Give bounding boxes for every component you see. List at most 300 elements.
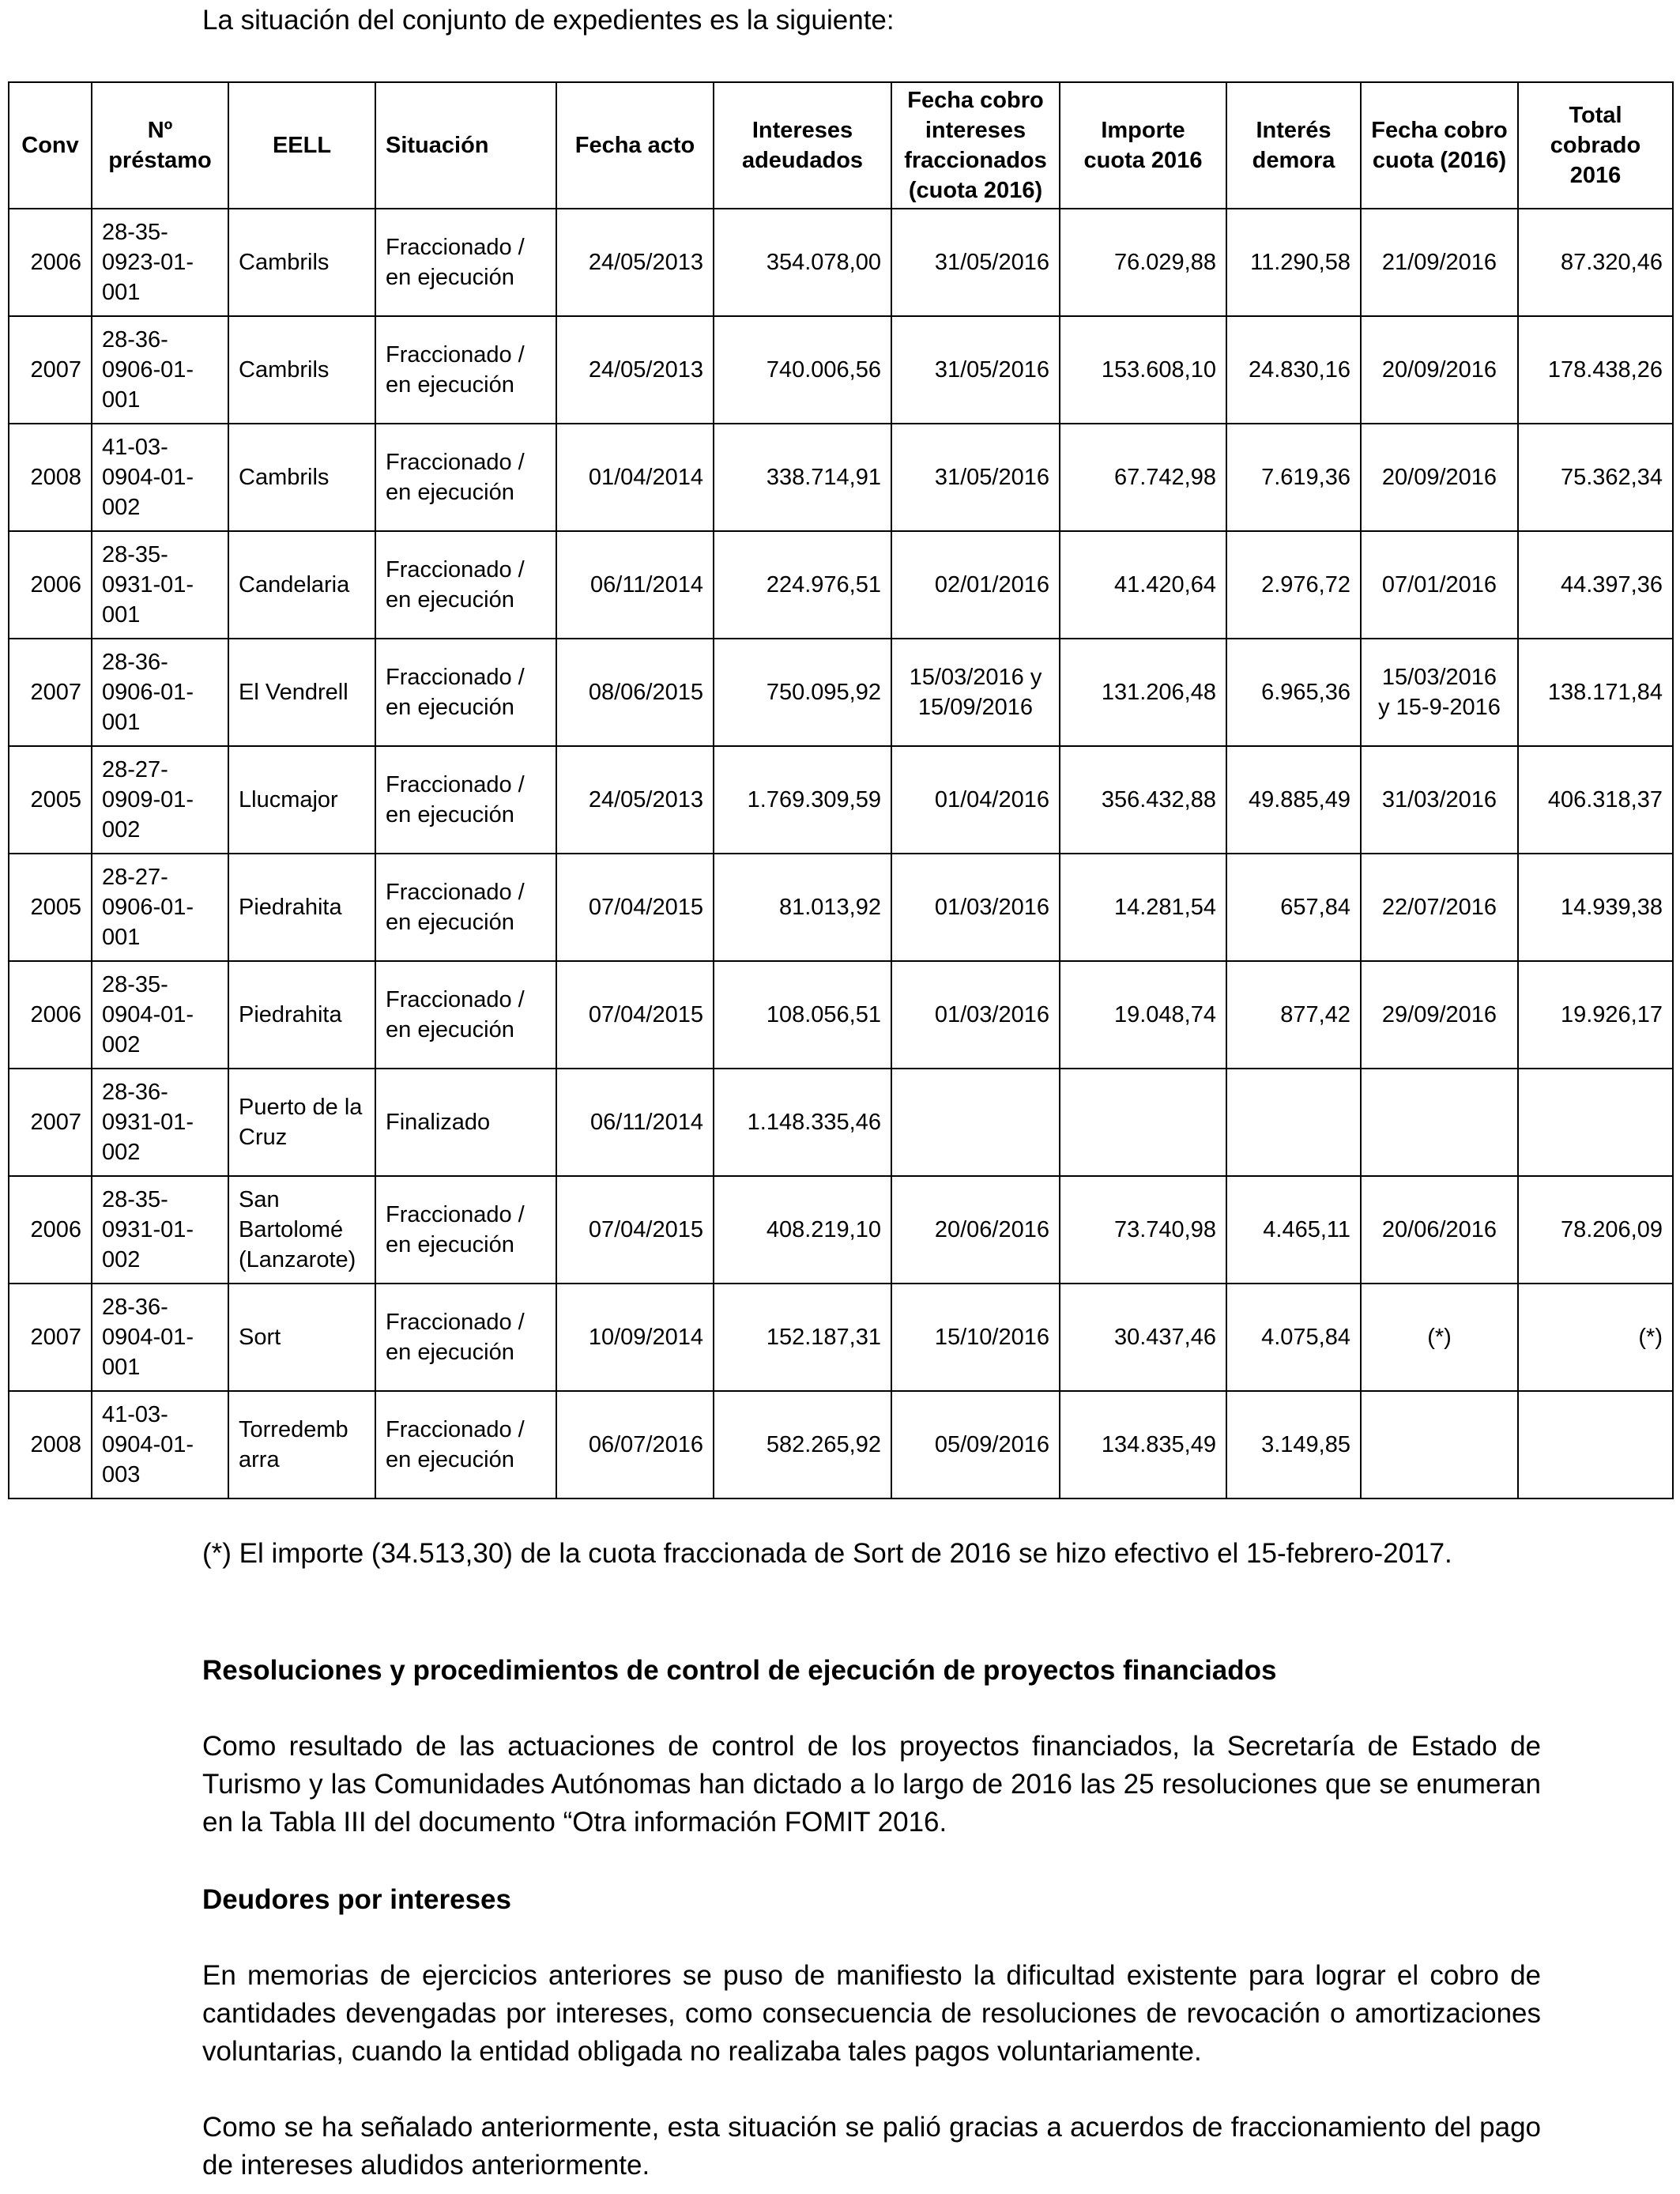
cell-eell-line: Piedrahita — [239, 1002, 342, 1027]
cell-intereses — [714, 1069, 891, 1176]
cell-situacion — [375, 1391, 556, 1498]
cell-fecha-cobro-intereses-line: 05/09/2016 — [934, 1432, 1049, 1457]
cell-conv — [9, 1391, 92, 1498]
cell-intereses — [714, 854, 891, 961]
cell-conv-value: 2007 — [30, 1325, 81, 1350]
cell-prestamo-line: 001 — [102, 710, 141, 735]
header-importe: Importe cuota 2016 — [1060, 82, 1226, 209]
cell-situacion — [375, 1176, 556, 1284]
cell-intereses — [714, 1391, 891, 1498]
cell-importe — [1060, 531, 1226, 639]
cell-prestamo — [92, 961, 228, 1069]
cell-total — [1518, 316, 1673, 424]
cell-conv — [9, 316, 92, 424]
cell-eell-line: Candelaria — [239, 572, 350, 598]
table-row — [9, 746, 1673, 854]
cell-fecha-cobro-intereses — [891, 961, 1060, 1069]
cell-fecha-cobro-cuota — [1361, 209, 1518, 316]
cell-interes-demora-value: 4.075,84 — [1261, 1325, 1350, 1350]
cell-importe — [1060, 209, 1226, 316]
cell-importe-value: 153.608,10 — [1101, 357, 1216, 383]
cell-situacion-line: en ejecución — [386, 265, 514, 290]
cell-importe — [1060, 316, 1226, 424]
cell-situacion — [375, 209, 556, 316]
cell-fecha-acto — [556, 531, 714, 639]
cell-fecha-acto-value: 06/07/2016 — [588, 1432, 703, 1457]
cell-prestamo-line: 003 — [102, 1462, 141, 1487]
cell-total — [1518, 746, 1673, 854]
cell-total — [1518, 639, 1673, 746]
cell-interes-demora — [1226, 531, 1361, 639]
cell-fecha-acto-value: 01/04/2014 — [588, 465, 703, 490]
cell-prestamo — [92, 854, 228, 961]
cell-prestamo-line: 0906-01- — [102, 680, 194, 705]
cell-fecha-cobro-cuota-line: 07/01/2016 — [1381, 572, 1497, 598]
cell-prestamo-line: 002 — [102, 817, 141, 843]
cell-intereses-value: 338.714,91 — [766, 465, 881, 490]
cell-prestamo — [92, 1069, 228, 1176]
cell-intereses — [714, 1284, 891, 1391]
cell-situacion-line: Fraccionado / — [386, 1417, 525, 1442]
cell-importe-value: 76.029,88 — [1113, 250, 1216, 275]
cell-situacion — [375, 1284, 556, 1391]
cell-interes-demora-value: 2.976,72 — [1261, 572, 1350, 598]
cell-conv-value: 2007 — [30, 357, 81, 383]
cell-eell — [228, 424, 375, 531]
cell-eell-line: San — [239, 1187, 280, 1212]
cell-fecha-cobro-cuota-line: y 15-9-2016 — [1378, 695, 1501, 720]
cell-prestamo-line: 001 — [102, 280, 141, 305]
section-paragraph-deudores-2: Como se ha señalado anteriormente, esta situación se palió gracias a acuerdos de fraccionamiento del pago de intereses aludidos anteriormente. — [202, 2112, 1541, 2181]
cell-fecha-cobro-intereses — [891, 639, 1060, 746]
cell-prestamo-line: 28-27- — [102, 865, 168, 890]
header-fecha-cobro-cuota: Fecha cobro cuota (2016) — [1361, 82, 1518, 209]
cell-fecha-cobro-cuota — [1361, 424, 1518, 531]
cell-interes-demora — [1226, 424, 1361, 531]
cell-importe — [1060, 1176, 1226, 1284]
cell-conv — [9, 961, 92, 1069]
cell-fecha-cobro-intereses — [891, 531, 1060, 639]
cell-interes-demora-value: 49.885,49 — [1248, 787, 1350, 812]
cell-fecha-acto-value: 07/04/2015 — [588, 895, 703, 920]
cell-prestamo-line: 001 — [102, 602, 141, 628]
cell-fecha-acto — [556, 316, 714, 424]
cell-eell — [228, 1284, 375, 1391]
cell-importe-value: 67.742,98 — [1113, 465, 1216, 490]
cell-fecha-cobro-cuota-line: 21/09/2016 — [1381, 250, 1497, 275]
cell-eell — [228, 746, 375, 854]
cell-fecha-acto — [556, 1176, 714, 1284]
cell-prestamo-line: 28-35- — [102, 542, 168, 567]
cell-situacion-line: en ejecución — [386, 910, 514, 935]
cell-conv — [9, 1176, 92, 1284]
cell-fecha-cobro-intereses-line: 20/06/2016 — [934, 1217, 1049, 1242]
cell-interes-demora-value: 877,42 — [1280, 1002, 1350, 1027]
cell-eell-line: arra — [239, 1447, 280, 1472]
cell-fecha-cobro-cuota — [1361, 746, 1518, 854]
cell-importe-value: 356.432,88 — [1101, 787, 1216, 812]
cell-fecha-cobro-intereses — [891, 1176, 1060, 1284]
cell-situacion-line: Finalizado — [386, 1110, 491, 1135]
cell-prestamo-line: 002 — [102, 495, 141, 520]
cell-total-value: 406.318,37 — [1547, 787, 1663, 812]
expedientes-table — [8, 81, 1674, 1499]
cell-fecha-acto — [556, 424, 714, 531]
cell-interes-demora — [1226, 961, 1361, 1069]
cell-total-value: 75.362,34 — [1560, 465, 1663, 490]
cell-intereses — [714, 746, 891, 854]
cell-prestamo-line: 0904-01- — [102, 1002, 194, 1027]
cell-prestamo-line: 001 — [102, 1355, 141, 1380]
cell-prestamo-line: 28-36- — [102, 1080, 168, 1105]
cell-total-value: 138.171,84 — [1547, 680, 1663, 705]
cell-eell-line: El Vendrell — [239, 680, 348, 705]
cell-prestamo-line: 28-36- — [102, 327, 168, 352]
cell-total — [1518, 1069, 1673, 1176]
cell-importe — [1060, 424, 1226, 531]
cell-intereses-value: 354.078,00 — [766, 250, 881, 275]
cell-fecha-acto — [556, 639, 714, 746]
cell-fecha-acto — [556, 1069, 714, 1176]
cell-fecha-acto-value: 06/11/2014 — [590, 572, 703, 598]
cell-intereses-value: 740.006,56 — [766, 357, 881, 383]
cell-situacion-line: Fraccionado / — [386, 987, 525, 1012]
cell-fecha-cobro-cuota — [1361, 1391, 1518, 1498]
table-row — [9, 1284, 1673, 1391]
cell-situacion — [375, 531, 556, 639]
cell-eell — [228, 209, 375, 316]
cell-prestamo-line: 0906-01- — [102, 357, 194, 383]
cell-eell-line: Cambrils — [239, 250, 330, 275]
cell-total-value: 14.939,38 — [1560, 895, 1663, 920]
header-total: Total cobrado 2016 — [1518, 82, 1673, 209]
cell-intereses — [714, 531, 891, 639]
cell-interes-demora — [1226, 639, 1361, 746]
cell-fecha-cobro-cuota — [1361, 1069, 1518, 1176]
cell-conv-value: 2006 — [30, 250, 81, 275]
cell-prestamo — [92, 316, 228, 424]
cell-fecha-acto — [556, 1284, 714, 1391]
cell-prestamo-line: 0931-01- — [102, 572, 194, 598]
cell-intereses-value: 750.095,92 — [766, 680, 881, 705]
cell-conv — [9, 424, 92, 531]
cell-total — [1518, 209, 1673, 316]
cell-fecha-cobro-cuota-line: 15/03/2016 — [1381, 665, 1497, 690]
cell-situacion-line: Fraccionado / — [386, 450, 525, 475]
cell-situacion-line: en ejecución — [386, 1017, 514, 1042]
cell-fecha-acto — [556, 961, 714, 1069]
cell-interes-demora — [1226, 1391, 1361, 1498]
table-row — [9, 639, 1673, 746]
cell-fecha-cobro-intereses-line: 15/10/2016 — [934, 1325, 1049, 1350]
cell-fecha-cobro-intereses — [891, 854, 1060, 961]
cell-eell-line: (Lanzarote) — [239, 1247, 356, 1272]
cell-eell — [228, 316, 375, 424]
cell-situacion — [375, 961, 556, 1069]
cell-situacion-line: Fraccionado / — [386, 342, 525, 368]
cell-fecha-cobro-cuota — [1361, 961, 1518, 1069]
cell-prestamo-line: 41-03- — [102, 1402, 168, 1427]
cell-total — [1518, 854, 1673, 961]
cell-importe — [1060, 746, 1226, 854]
cell-situacion-line: Fraccionado / — [386, 1310, 525, 1335]
cell-prestamo-line: 002 — [102, 1247, 141, 1272]
cell-interes-demora — [1226, 746, 1361, 854]
table-row — [9, 1176, 1673, 1284]
header-situacion: Situación — [375, 82, 556, 209]
cell-interes-demora-value: 11.290,58 — [1250, 250, 1350, 275]
cell-situacion-line: Fraccionado / — [386, 772, 525, 797]
cell-importe-value: 14.281,54 — [1113, 895, 1216, 920]
cell-prestamo-line: 0931-01- — [102, 1110, 194, 1135]
cell-fecha-acto-value: 24/05/2013 — [588, 787, 703, 812]
cell-total-value: 78.206,09 — [1560, 1217, 1663, 1242]
cell-importe — [1060, 1284, 1226, 1391]
cell-fecha-cobro-intereses — [891, 424, 1060, 531]
cell-importe — [1060, 854, 1226, 961]
cell-fecha-acto-value: 07/04/2015 — [588, 1002, 703, 1027]
cell-prestamo-line: 0909-01- — [102, 787, 194, 812]
cell-conv-value: 2007 — [30, 1110, 81, 1135]
cell-intereses — [714, 424, 891, 531]
cell-intereses-value: 81.013,92 — [778, 895, 881, 920]
cell-situacion-line: Fraccionado / — [386, 880, 525, 905]
cell-fecha-cobro-intereses-line: 15/03/2016 y — [909, 665, 1042, 690]
section-paragraph-resoluciones: Como resultado de las actuaciones de control de los proyectos financiados, la Secretaría de Estado de Turismo y las Comunidades Autónomas han dictado a lo largo de 2016 las 25 resoluciones que se enumeran en la Tabla III del documento “Otra información FOMIT 2016. — [202, 1731, 1541, 1838]
cell-situacion — [375, 424, 556, 531]
cell-fecha-cobro-intereses-line: 01/03/2016 — [934, 895, 1049, 920]
cell-situacion-line: en ejecución — [386, 1447, 514, 1472]
cell-prestamo-line: 28-27- — [102, 757, 168, 782]
cell-situacion-line: Fraccionado / — [386, 235, 525, 260]
cell-total-value: 19.926,17 — [1560, 1002, 1663, 1027]
table-row — [9, 854, 1673, 961]
section-heading-resoluciones: Resoluciones y procedimientos de control de ejecución de proyectos financiados — [202, 1655, 1277, 1686]
cell-eell-line: Puerto de la — [239, 1095, 363, 1120]
cell-fecha-cobro-intereses — [891, 1391, 1060, 1498]
cell-conv — [9, 1069, 92, 1176]
cell-prestamo — [92, 424, 228, 531]
cell-interes-demora-value: 6.965,36 — [1261, 680, 1350, 705]
cell-fecha-cobro-cuota-line: 20/09/2016 — [1381, 357, 1497, 383]
cell-prestamo — [92, 1176, 228, 1284]
cell-interes-demora-value: 3.149,85 — [1261, 1432, 1350, 1457]
cell-prestamo — [92, 1284, 228, 1391]
cell-total — [1518, 1284, 1673, 1391]
cell-conv-value: 2005 — [30, 787, 81, 812]
cell-fecha-cobro-intereses-line: 01/04/2016 — [934, 787, 1049, 812]
cell-situacion-line: en ejecución — [386, 587, 514, 613]
cell-eell-line: Llucmajor — [239, 787, 338, 812]
cell-importe-value: 131.206,48 — [1101, 680, 1216, 705]
cell-prestamo-line: 28-36- — [102, 650, 168, 675]
cell-fecha-acto-value: 24/05/2013 — [588, 250, 703, 275]
cell-total — [1518, 424, 1673, 531]
cell-prestamo-line: 28-36- — [102, 1295, 168, 1320]
cell-fecha-cobro-cuota-line: 29/09/2016 — [1381, 1002, 1497, 1027]
cell-fecha-cobro-cuota-line: 31/03/2016 — [1381, 787, 1497, 812]
cell-prestamo-line: 001 — [102, 925, 141, 950]
cell-conv — [9, 639, 92, 746]
header-intereses: Intereses adeudados — [714, 82, 891, 209]
table-row — [9, 531, 1673, 639]
cell-fecha-acto-value: 08/06/2015 — [588, 680, 703, 705]
table-row — [9, 1391, 1673, 1498]
cell-intereses-value: 152.187,31 — [766, 1325, 881, 1350]
cell-situacion — [375, 746, 556, 854]
cell-fecha-cobro-cuota — [1361, 639, 1518, 746]
table-row — [9, 424, 1673, 531]
cell-fecha-acto-value: 10/09/2014 — [588, 1325, 703, 1350]
cell-prestamo-line: 28-35- — [102, 1187, 168, 1212]
cell-eell — [228, 639, 375, 746]
cell-importe-value: 19.048,74 — [1113, 1002, 1216, 1027]
cell-situacion-line: en ejecución — [386, 372, 514, 398]
cell-importe-value: 41.420,64 — [1113, 572, 1216, 598]
cell-interes-demora — [1226, 1069, 1361, 1176]
cell-eell — [228, 1391, 375, 1498]
cell-total — [1518, 961, 1673, 1069]
cell-fecha-cobro-intereses-line: 01/03/2016 — [934, 1002, 1049, 1027]
cell-interes-demora-value: 7.619,36 — [1261, 465, 1350, 490]
cell-intereses — [714, 209, 891, 316]
table-row — [9, 961, 1673, 1069]
cell-fecha-acto-value: 24/05/2013 — [588, 357, 703, 383]
cell-eell — [228, 1069, 375, 1176]
cell-fecha-cobro-cuota — [1361, 1284, 1518, 1391]
table-row — [9, 316, 1673, 424]
header-prestamo: Nº préstamo — [92, 82, 228, 209]
cell-prestamo-line: 0931-01- — [102, 1217, 194, 1242]
section-paragraph-deudores-1: En memorias de ejercicios anteriores se puso de manifiesto la dificultad existente para lograr el cobro de cantidades devengadas por intereses, como consecuencia de resoluciones de revocación o amortizaciones voluntarias, cuando la entidad obligada no realizaba tales pagos voluntariamente. — [202, 1960, 1541, 2067]
cell-prestamo — [92, 639, 228, 746]
cell-prestamo-line: 28-35- — [102, 972, 168, 997]
cell-conv-value: 2006 — [30, 572, 81, 598]
cell-fecha-cobro-intereses-line: 31/05/2016 — [934, 465, 1049, 490]
cell-prestamo-line: 0904-01- — [102, 1325, 194, 1350]
cell-total-value: 44.397,36 — [1560, 572, 1663, 598]
header-fecha-acto: Fecha acto — [556, 82, 714, 209]
cell-situacion-line: Fraccionado / — [386, 665, 525, 690]
cell-importe-value: 30.437,46 — [1113, 1325, 1216, 1350]
cell-situacion — [375, 1069, 556, 1176]
cell-intereses — [714, 961, 891, 1069]
header-eell: EELL — [228, 82, 375, 209]
cell-interes-demora — [1226, 316, 1361, 424]
cell-importe — [1060, 639, 1226, 746]
cell-conv-value: 2008 — [30, 465, 81, 490]
header-interes-demora: Interés demora — [1226, 82, 1361, 209]
cell-importe-value: 73.740,98 — [1113, 1217, 1216, 1242]
cell-conv-value: 2007 — [30, 680, 81, 705]
cell-prestamo-line: 0904-01- — [102, 465, 194, 490]
cell-fecha-acto — [556, 854, 714, 961]
cell-intereses-value: 1.148.335,46 — [747, 1110, 881, 1135]
cell-total — [1518, 1391, 1673, 1498]
cell-fecha-cobro-cuota — [1361, 531, 1518, 639]
cell-interes-demora — [1226, 1176, 1361, 1284]
cell-situacion-line: Fraccionado / — [386, 1202, 525, 1227]
cell-prestamo — [92, 1391, 228, 1498]
cell-fecha-cobro-cuota-line: 20/06/2016 — [1381, 1217, 1497, 1242]
cell-prestamo-line: 002 — [102, 1140, 141, 1165]
cell-fecha-cobro-intereses-line: 31/05/2016 — [934, 250, 1049, 275]
cell-eell-line: Piedrahita — [239, 895, 342, 920]
cell-prestamo-line: 0904-01- — [102, 1432, 194, 1457]
cell-fecha-cobro-intereses — [891, 1069, 1060, 1176]
cell-interes-demora — [1226, 209, 1361, 316]
cell-prestamo-line: 002 — [102, 1032, 141, 1057]
intro-text: La situación del conjunto de expedientes es la siguiente: — [202, 5, 895, 36]
cell-interes-demora-value: 657,84 — [1280, 895, 1350, 920]
cell-situacion — [375, 316, 556, 424]
header-conv: Conv — [9, 82, 92, 209]
cell-conv-value: 2008 — [30, 1432, 81, 1457]
cell-importe-value: 134.835,49 — [1101, 1432, 1216, 1457]
header-fecha-cobro-intereses: Fecha cobro intereses fraccionados (cuota 2016) — [891, 82, 1060, 209]
cell-total — [1518, 1176, 1673, 1284]
cell-total-value: 87.320,46 — [1560, 250, 1663, 275]
cell-conv — [9, 746, 92, 854]
cell-total-value: 178.438,26 — [1547, 357, 1663, 383]
cell-fecha-cobro-intereses-line: 31/05/2016 — [934, 357, 1049, 383]
table-row — [9, 209, 1673, 316]
cell-importe — [1060, 1391, 1226, 1498]
cell-interes-demora — [1226, 854, 1361, 961]
cell-fecha-cobro-intereses — [891, 1284, 1060, 1391]
cell-eell-line: Cruz — [239, 1125, 288, 1150]
cell-conv-value: 2006 — [30, 1002, 81, 1027]
cell-prestamo-line: 28-35- — [102, 220, 168, 245]
cell-fecha-cobro-cuota — [1361, 1176, 1518, 1284]
section-heading-deudores: Deudores por intereses — [202, 1884, 511, 1915]
cell-intereses-value: 224.976,51 — [766, 572, 881, 598]
cell-fecha-cobro-intereses-line: 15/09/2016 — [917, 695, 1034, 720]
cell-prestamo — [92, 746, 228, 854]
cell-conv-value: 2005 — [30, 895, 81, 920]
cell-conv — [9, 1284, 92, 1391]
cell-prestamo-line: 001 — [102, 387, 141, 413]
cell-total — [1518, 531, 1673, 639]
cell-fecha-cobro-cuota-line: (*) — [1427, 1325, 1452, 1350]
cell-eell-line: Sort — [239, 1325, 281, 1350]
cell-prestamo — [92, 531, 228, 639]
cell-interes-demora — [1226, 1284, 1361, 1391]
cell-eell — [228, 961, 375, 1069]
cell-eell — [228, 854, 375, 961]
cell-interes-demora-value: 4.465,11 — [1263, 1217, 1350, 1242]
cell-situacion-line: en ejecución — [386, 480, 514, 505]
cell-importe — [1060, 1069, 1226, 1176]
cell-eell — [228, 1176, 375, 1284]
cell-intereses-value: 108.056,51 — [766, 1002, 881, 1027]
cell-fecha-acto-value: 06/11/2014 — [590, 1110, 703, 1135]
cell-fecha-acto-value: 07/04/2015 — [588, 1217, 703, 1242]
cell-prestamo-line: 41-03- — [102, 435, 168, 460]
cell-situacion-line: en ejecución — [386, 1340, 514, 1365]
cell-importe — [1060, 961, 1226, 1069]
cell-conv — [9, 854, 92, 961]
table-header-row — [9, 82, 1673, 209]
cell-fecha-cobro-cuota-line: 20/09/2016 — [1381, 465, 1497, 490]
cell-total-value: (*) — [1638, 1325, 1663, 1350]
cell-prestamo — [92, 209, 228, 316]
cell-intereses — [714, 1176, 891, 1284]
cell-conv — [9, 531, 92, 639]
cell-eell-line: Cambrils — [239, 465, 330, 490]
cell-situacion-line: en ejecución — [386, 695, 514, 720]
cell-eell-line: Cambrils — [239, 357, 330, 383]
